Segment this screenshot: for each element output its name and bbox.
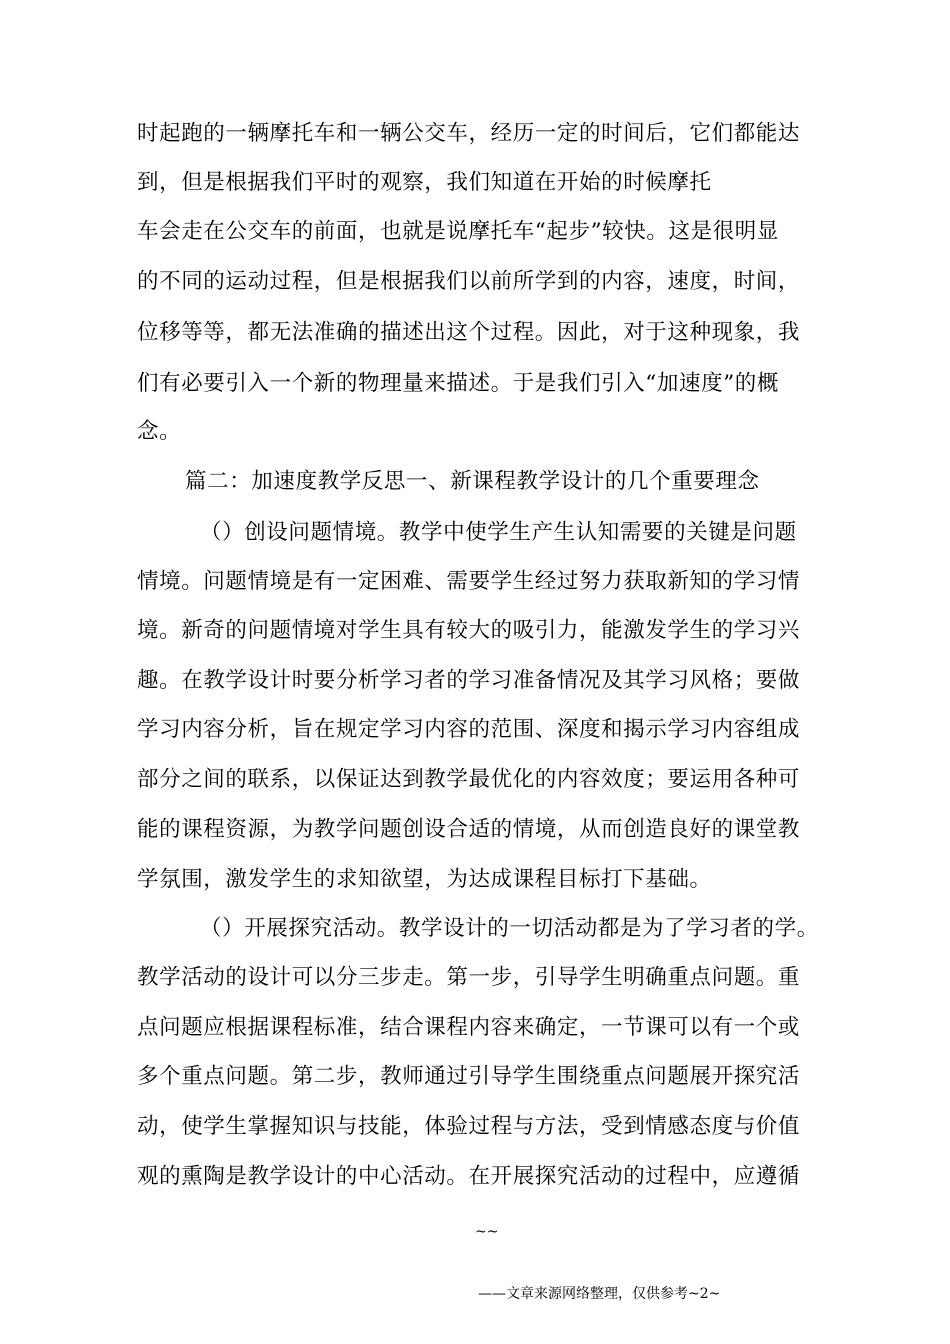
text-line: 观的熏陶是教学设计的中心活动。在开展探究活动的过程中，应遵循 — [137, 1164, 801, 1189]
text-line: 能的课程资源，为教学问题创设合适的情境，从而创造良好的课堂教 — [137, 817, 801, 842]
text-line: 学习内容分析，旨在规定学习内容的范围、深度和揭示学习内容组成 — [137, 717, 801, 742]
paragraph-first-line: （）创设问题情境。教学中使学生产生认知需要的关键是问题 — [200, 520, 797, 545]
text-line: 位移等等，都无法准确的描述出这个过程。因此，对于这种现象，我 — [137, 320, 801, 345]
text-line: 时起跑的一辆摩托车和一辆公交车，经历一定的时间后，它们都能达 — [137, 121, 801, 146]
text-line: 部分之间的联系，以保证达到教学最优化的内容效度；要运用各种可 — [137, 767, 801, 792]
text-line: 点问题应根据课程标准，结合课程内容来确定，一节课可以有一个或 — [137, 1015, 801, 1040]
text-line: 教学活动的设计可以分三步走。第一步，引导学生明确重点问题。重 — [137, 965, 801, 990]
text-line: 情境。问题情境是有一定困难、需要学生经过努力获取新知的学习情 — [137, 569, 801, 594]
text-line: 学氛围，激发学生的求知欲望，为达成课程目标打下基础。 — [137, 867, 712, 892]
text-line: 的不同的运动过程，但是根据我们以前所学到的内容，速度，时间， — [137, 269, 801, 294]
text-line: 趣。在教学设计时要分析学习者的学习准备情况及其学习风格；要做 — [137, 668, 801, 693]
text-line: 车会走在公交车的前面，也就是说摩托车“起步”较快。这是很明显 — [137, 219, 779, 244]
text-line: 动，使学生掌握知识与技能，体验过程与方法，受到情感态度与价值 — [137, 1114, 801, 1139]
footer-mark: ~~ — [475, 1224, 499, 1240]
paragraph-first-line: （）开展探究活动。教学设计的一切活动都是为了学习者的学。 — [200, 916, 819, 941]
text-line: 境。新奇的问题情境对学生具有较大的吸引力，能激发学生的学习兴 — [137, 618, 801, 643]
text-line: 念。 — [137, 419, 182, 444]
text-line: 多个重点问题。第二步，教师通过引导学生围绕重点问题展开探究活 — [137, 1064, 801, 1089]
footer-source-note: ——文章来源网络整理，仅供参考~2~ — [478, 1286, 721, 1302]
section-heading: 篇二：加速度教学反思一、新课程教学设计的几个重要理念 — [185, 469, 760, 494]
text-line: 们有必要引入一个新的物理量来描述。于是我们引入“加速度”的概 — [137, 371, 779, 396]
text-line: 到，但是根据我们平时的观察，我们知道在开始的时候摩托 — [137, 170, 712, 195]
